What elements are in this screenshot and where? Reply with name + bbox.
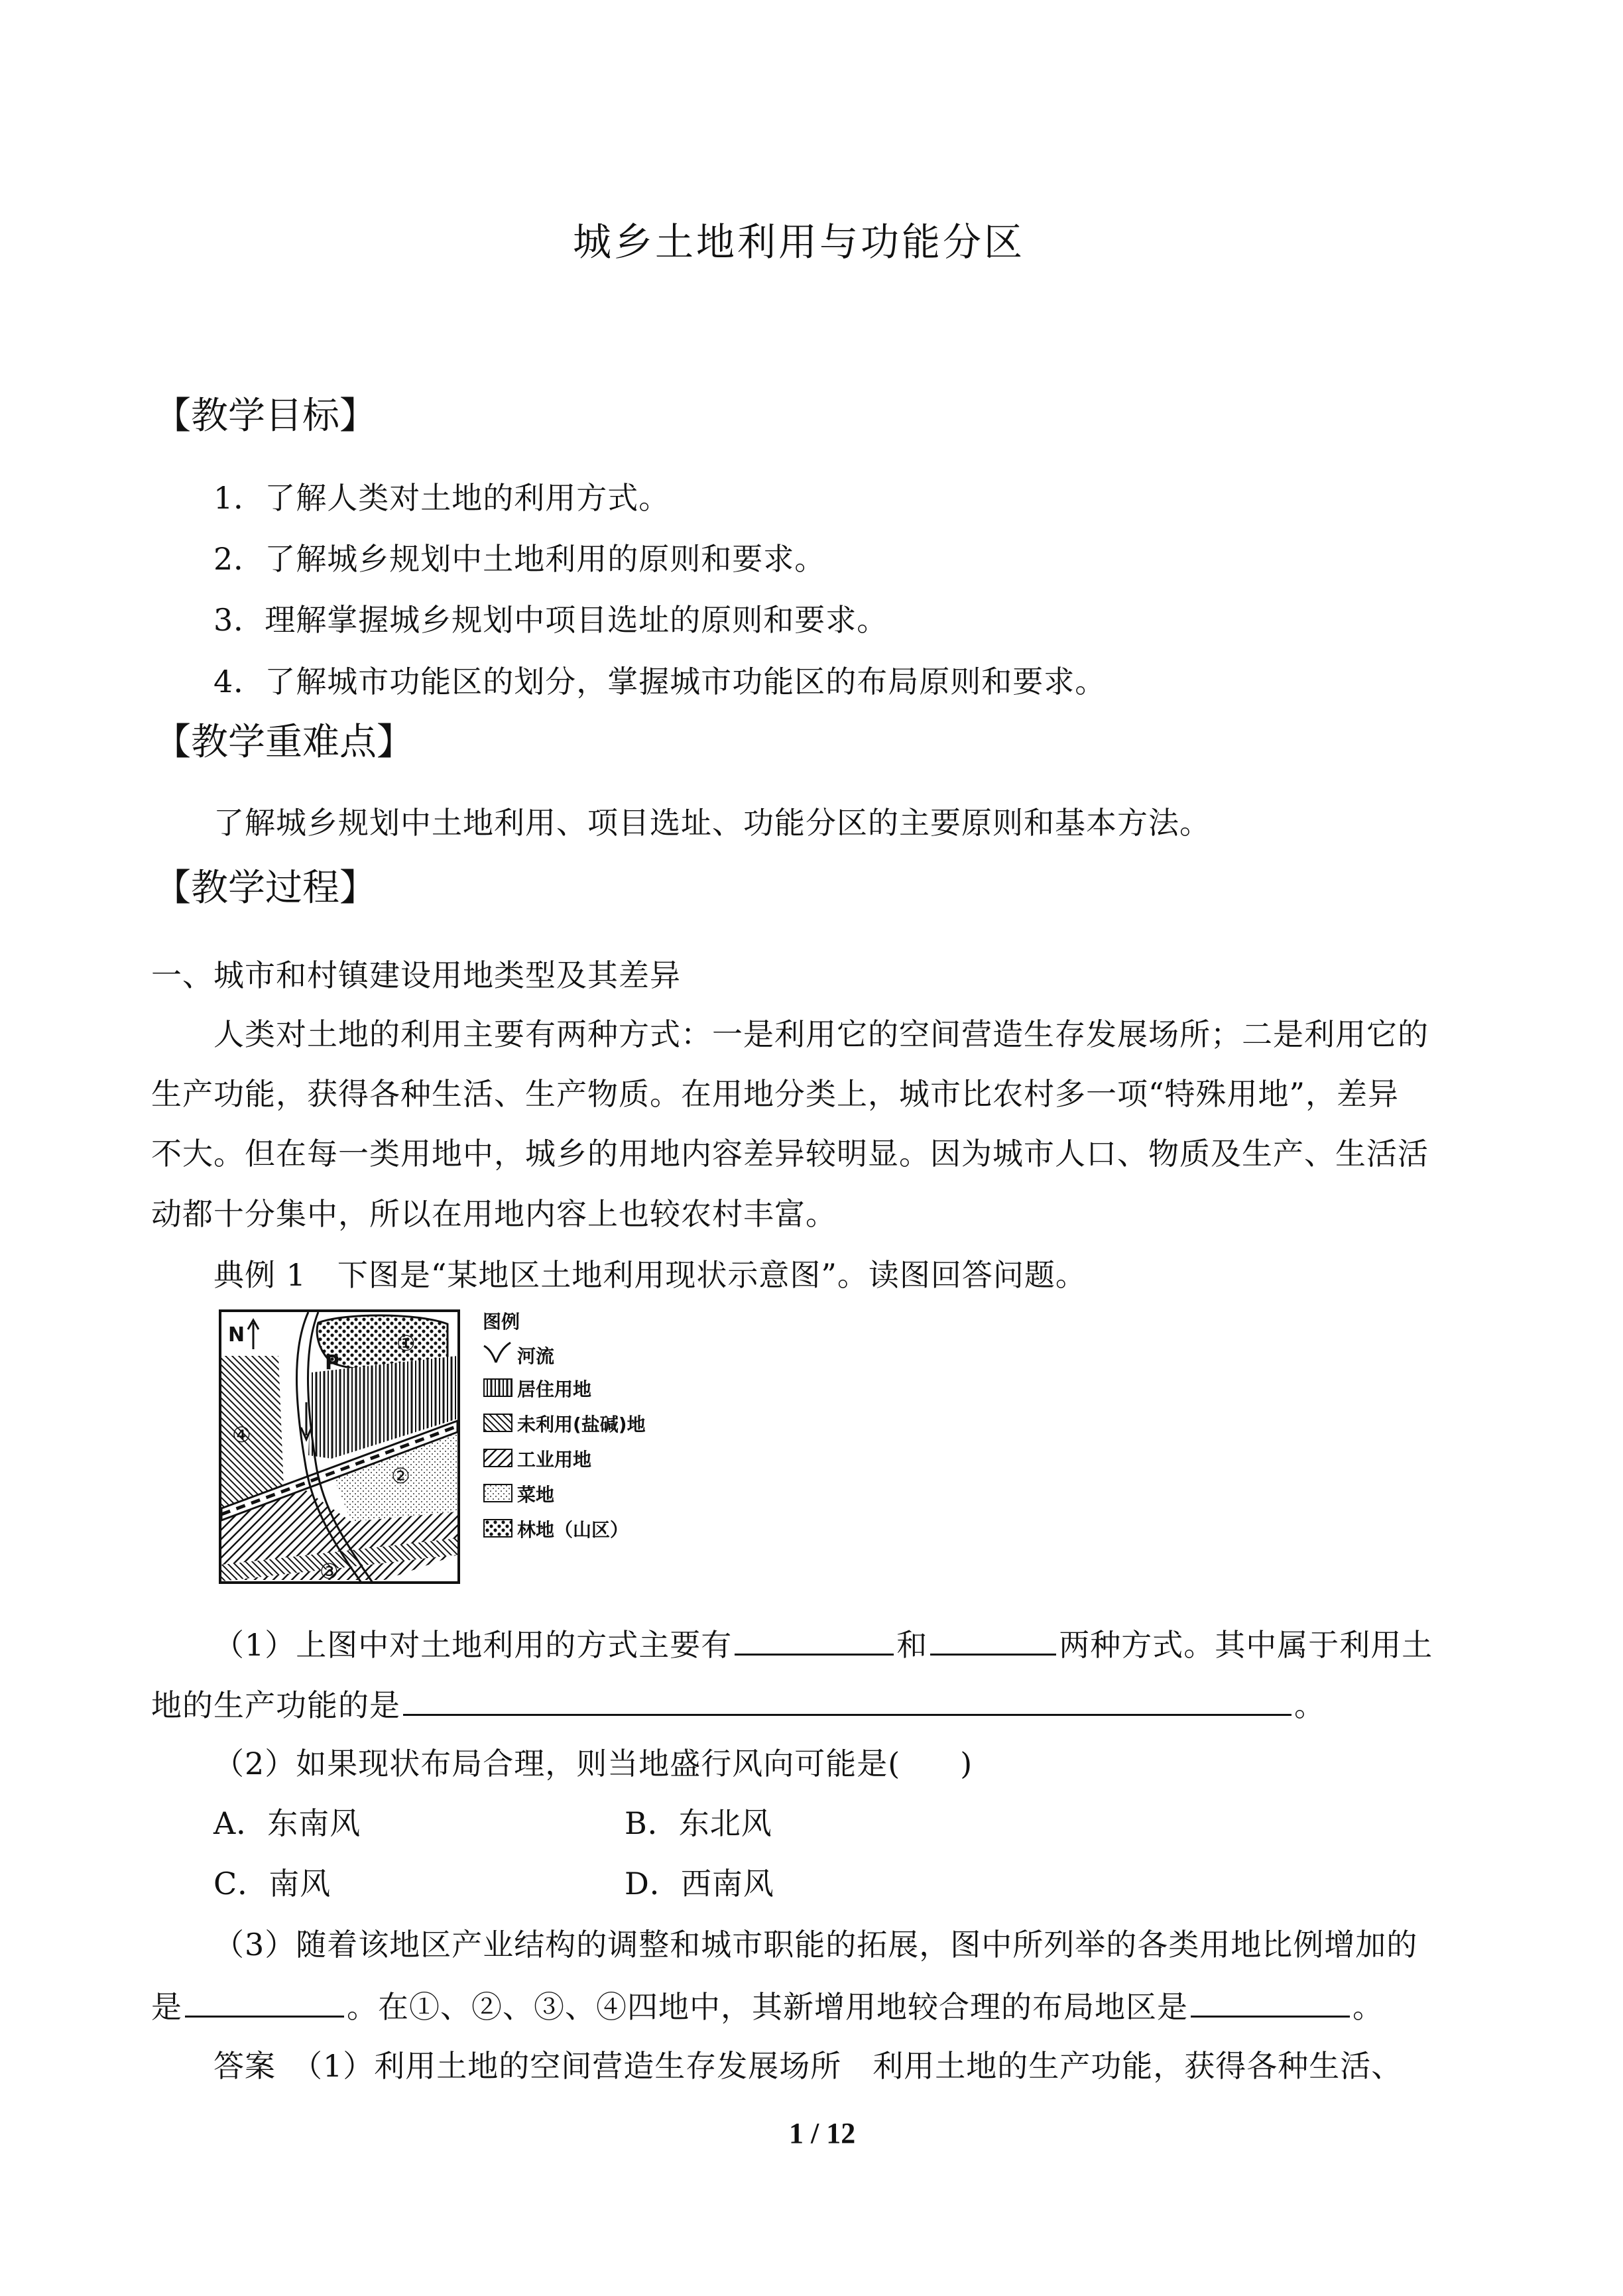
zone-label-3: ③ [320, 1559, 339, 1584]
page-number: 1 / 12 [789, 2117, 856, 2149]
question-1-line1 [213, 1627, 1433, 1663]
keypoints-heading: 【教学重难点】 [154, 721, 414, 764]
river-point-label: P [325, 1351, 339, 1374]
question-2 [213, 1746, 973, 1782]
para1-line1: 人类对土地的利用主要有两种方式：一是利用它的空间营造生存发展场所；二是利用它的 [213, 1016, 1429, 1052]
legend-industrial: 工业用地 [517, 1449, 592, 1471]
q1-text-a: （1）上图中对土地利用的方式主要有 [213, 1627, 733, 1663]
zone-label-1: ① [396, 1331, 416, 1356]
objective-2: 2．了解城乡规划中土地利用的原则和要求。 [213, 541, 826, 577]
option-d: D．西南风 [625, 1866, 774, 1902]
option-b: B．东北风 [625, 1805, 772, 1841]
q1-text-e: 。 [1294, 1687, 1325, 1723]
para1-line2: 生产功能，获得各种生活、生产物质。在用地分类上，城市比农村多一项“特殊用地”，差异 [151, 1076, 1400, 1112]
q1-text-c: 两种方式。其中属于利用土 [1059, 1627, 1433, 1663]
legend-river: 河流 [517, 1345, 555, 1367]
zone-label-4: ④ [232, 1422, 251, 1447]
q3-text-d: 。 [1352, 1989, 1384, 2025]
para1-line4: 动都十分集中，所以在用地内容上也较农村丰富。 [151, 1196, 837, 1232]
legend-vegetable: 菜地 [517, 1484, 555, 1506]
q1-text-b: 和 [896, 1627, 928, 1663]
q1-text-d: 地的生产功能的是 [151, 1687, 400, 1723]
north-label: N [228, 1323, 245, 1347]
zone-label-2: ② [391, 1463, 410, 1488]
part1-heading: 一、城市和村镇建设用地类型及其差异 [151, 957, 681, 993]
objective-3: 3．理解掌握城乡规划中项目选址的原则和要求。 [213, 602, 888, 638]
q2-text: （2）如果现状布局合理，则当地盛行风向可能是( [213, 1746, 901, 1782]
question-3-line1: （3）随着该地区产业结构的调整和城市职能的拓展，图中所列举的各类用地比例增加的 [213, 1927, 1418, 1963]
map-legend [483, 1311, 646, 1541]
q1-blank-3[interactable] [403, 1687, 1292, 1716]
q3-blank-1[interactable] [185, 1989, 344, 2018]
option-a: A．东南风 [213, 1805, 361, 1841]
question-1-line2 [151, 1687, 1325, 1721]
map-panel [220, 1311, 459, 1583]
saline-swatch [484, 1414, 512, 1431]
q2-close: ) [960, 1746, 973, 1782]
process-heading: 【教学过程】 [154, 867, 377, 910]
legend-title: 图例 [483, 1311, 520, 1333]
industrial-swatch [484, 1449, 512, 1467]
residential-swatch [484, 1379, 512, 1396]
option-c: C．南风 [213, 1866, 331, 1902]
legend-saline: 未利用(盐碱)地 [517, 1414, 646, 1435]
vegetable-swatch [484, 1484, 512, 1502]
question-3-line2 [151, 1989, 1384, 2025]
objective-1: 1．了解人类对土地的利用方式。 [213, 480, 670, 516]
example-1: 典例 1 下图是“某地区土地利用现状示意图”。读图回答问题。 [213, 1257, 1087, 1293]
forest-swatch [484, 1520, 512, 1537]
objectives-heading: 【教学目标】 [154, 394, 377, 438]
para1-line3: 不大。但在每一类用地中，城乡的用地内容差异较明显。因为城市人口、物质及生产、生活活 [151, 1136, 1429, 1172]
q3-blank-2[interactable] [1191, 1989, 1350, 2018]
q1-blank-1[interactable] [735, 1627, 894, 1656]
q3-text-b: 是 [151, 1989, 182, 2025]
keypoints-text: 了解城乡规划中土地利用、项目选址、功能分区的主要原则和基本方法。 [213, 805, 1211, 841]
q1-blank-2[interactable] [930, 1627, 1056, 1656]
answer-line: 答案 （1）利用土地的空间营造生存发展场所 利用土地的生产功能，获得各种生活、 [213, 2048, 1403, 2084]
q3-text-c: 。在①、②、③、④四地中，其新增用地较合理的布局地区是 [347, 1989, 1188, 2025]
legend-forest: 林地（山区） [517, 1519, 629, 1541]
river-legend-icon [484, 1343, 511, 1362]
page-title: 城乡土地利用与功能分区 [573, 219, 1026, 265]
objective-4: 4．了解城市功能区的划分，掌握城市功能区的布局原则和要求。 [213, 664, 1107, 699]
land-use-map [219, 1309, 696, 1588]
legend-residential: 居住用地 [517, 1378, 592, 1400]
